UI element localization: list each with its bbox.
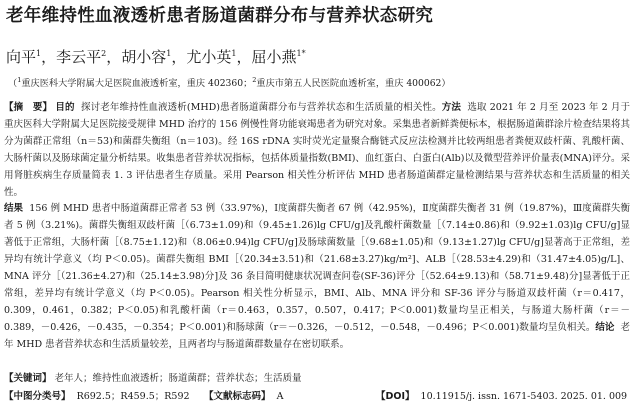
- abstract-label: 【摘 要】: [4, 102, 53, 113]
- keywords-text: 老年人；维持性血液透析；肠道菌群；营养状态；生活质量: [54, 373, 302, 384]
- doi-value: 10.11915/j. issn. 1671-5403. 2025. 01. 009: [420, 391, 628, 402]
- author-separator: ，: [171, 48, 187, 66]
- author-name: 屈小燕: [251, 48, 297, 66]
- objective-text: 探讨老年维持性血液透析(MHD)患者肠道菌群分布与营养状态和生活质量的相关性。: [80, 102, 442, 113]
- results-text: 156 例 MHD 患者中肠道菌群正常者 53 例（33.97%)，Ⅰ度菌群失衡者 67 例（42.95%)，Ⅱ度菌群失衡者 31 例（19.87%)，Ⅲ度菌群失衡者 5 例（3.21%)。菌群失衡组双歧杆菌［（6.73±1.09)和（9.45±1.26)lg CFU/g]及乳酸杆菌数量［（7.14±0.86)和（9.92±1.03)lg CFU/g]显著低于正常组，大肠杆菌［（8.75±1.12)和（8.06±0.94)lg CFU/g]及肠球菌数量［（9.68±1.05)和（9.13±1.27)lg CFU/g]显著高于正常组，差异均有统计学意义（均 P＜0.05)。菌群失衡组 BMI［（20.34±3.51)和（21.68±3.27)kg/m²]、ALB［（28.53±4.29)和（31.47±4.05)g/L]、MNA 评分［（21.36±4.27)和（25.14±3.98)分]及 36 条目简明健康状况调查问卷(SF-36)评分［（52.64±9.13)和（58.71±9.48)分]显著低于正常组，差异均有统计学意义（均 P＜0.05)。Pearson 相关性分析显示，BMI、Alb、MNA 评分和 SF-36 评分与肠道双歧杆菌（r＝0.417，0.309，0.461，0.382；P＜0.05)和乳酸杆菌（r＝0.463，0.357，0.507，0.417；P＜0.001)数量均呈正相关，与肠道大肠杆菌（r＝－0.389，－0.426，－0.435，－0.354；P＜0.001)和肠球菌（r＝－0.326，－0.512，－0.548，－0.496；P＜0.001)数量均呈负相关。: [4, 203, 630, 333]
- author-list: [6, 44, 306, 67]
- author-affiliation-mark: 1: [36, 49, 42, 58]
- affiliation-text-2: 重庆市第五人民医院血透析室，重庆 400062: [256, 78, 442, 90]
- article-identifiers: [4, 390, 636, 403]
- keywords-label: 【关键词】: [4, 373, 52, 384]
- author-name: 向平: [6, 48, 37, 66]
- affiliation-open: （: [8, 78, 18, 90]
- author-separator: ，: [41, 48, 57, 66]
- conclusion-text: 老年 MHD 患者营养状态和生活质量较差，且两者均与肠道菌群数量存在密切联系。: [4, 321, 630, 350]
- classification-value: R692.5；R459.5；R592: [76, 391, 190, 402]
- keywords: [4, 372, 636, 385]
- objective-label: 目的: [55, 102, 75, 113]
- author-name: 李云平: [56, 48, 102, 66]
- affiliation-sup-1: 1: [17, 76, 22, 84]
- author-separator: ，: [106, 48, 122, 66]
- doc-code-value: A: [276, 391, 284, 402]
- author-affiliation-mark: 2: [101, 49, 107, 58]
- author-affiliation-mark: 1: [166, 49, 172, 58]
- doc-code-label: 【文献标志码】: [204, 391, 271, 402]
- affiliation-text-1: 重庆医科大学附属大足医院血液透析室，重庆 402360；: [21, 78, 253, 90]
- methods-label: 方法: [441, 102, 462, 113]
- affiliation-close: ）: [441, 78, 451, 90]
- conclusion-label: 结论: [595, 321, 615, 333]
- abstract: [4, 100, 630, 354]
- author-affiliation-mark: 1: [231, 49, 237, 58]
- classification-label: 【中图分类号】: [4, 391, 71, 402]
- doi-label: 【DOI】: [376, 391, 415, 402]
- author-name: 胡小容: [121, 48, 167, 66]
- results-label: 结果: [4, 203, 24, 215]
- affiliation-sup-2: 2: [252, 76, 257, 84]
- author-name: 尤小英: [186, 48, 232, 66]
- author-separator: ，: [236, 48, 252, 66]
- affiliation: [8, 74, 451, 90]
- methods-text: 选取 2021 年 2 月至 2023 年 2 月于重庆医科大学附属大足医院接受规律 MHD 治疗的 156 例慢性肾功能衰竭患者为研究对象。采集患者新鲜粪便标本，根据肠道菌群涂片检查结果将其分为菌群正常组（n＝53)和菌群失衡组（n＝103)。经 16S rDNA 实时荧光定量聚合酶链式反应法检测并比较两组患者粪便双歧杆菌、乳酸杆菌、大肠杆菌以及肠球菌定量分析结果。收集患者营养状况指标，包括体质量指数(BMI)、血红蛋白、白蛋白(Alb)以及微型营养评价量表(MNA)评分。采用肾脏疾病生存质量简表 1. 3 评估患者生存质量。采用 Pearson 相关性分析评估 MHD 患者肠道菌群定量检测结果与营养状态和生活质量的相关性。: [4, 102, 630, 198]
- article-title: 老年维持性血液透析患者肠道菌群分布与营养状态研究: [6, 6, 434, 26]
- author-affiliation-mark: 1*: [296, 49, 306, 58]
